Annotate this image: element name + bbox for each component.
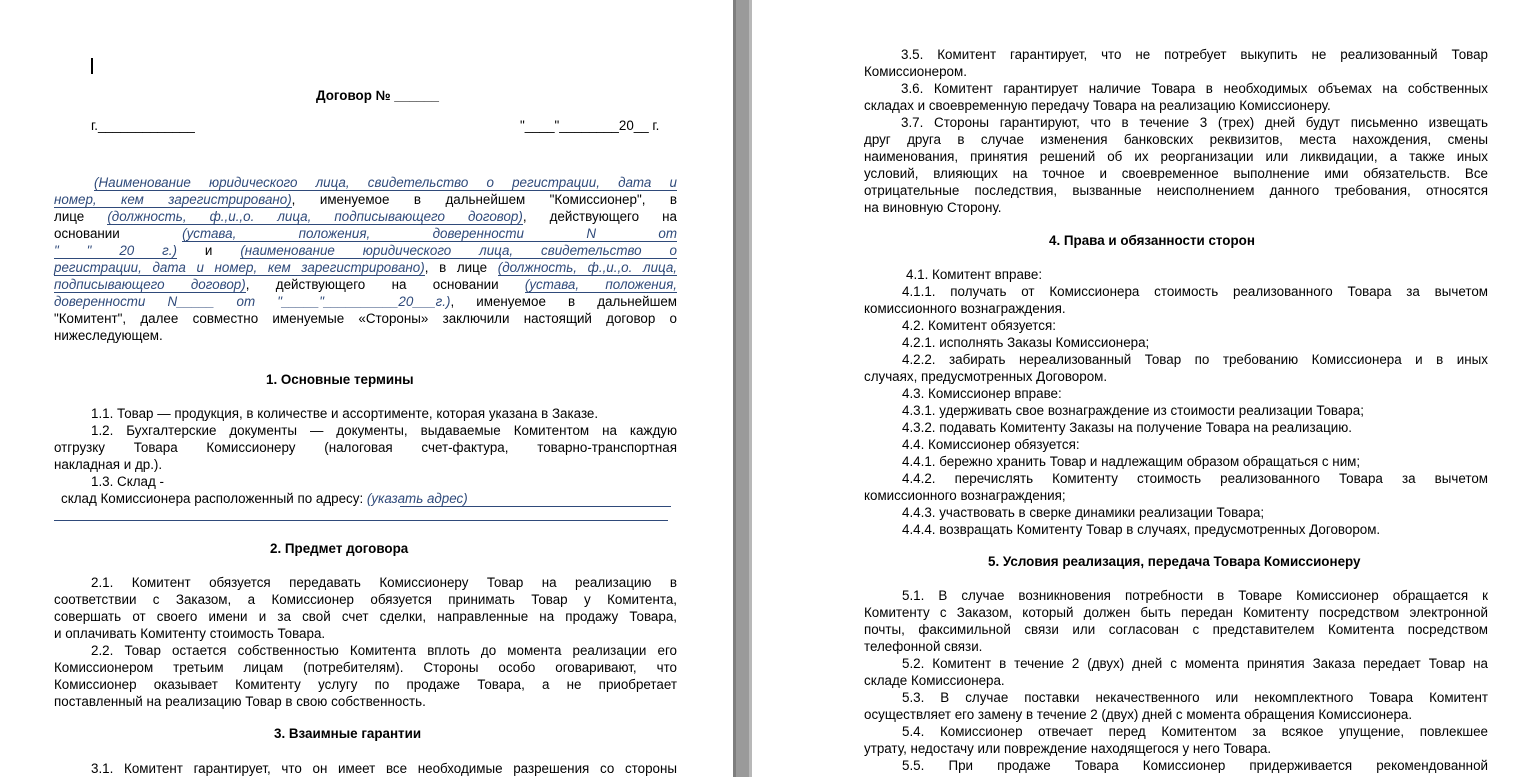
s5-line-9: 5.4. Комиссионер отвечает перед Комитентом за всякое упущение, повлекшее xyxy=(902,724,1488,739)
s2-line-6: Комиссионером третьим лицам (потребителям). Стороны особо оговаривают, что xyxy=(54,660,677,675)
s4-line-5: 4.2.1. исполнять Заказы Комиссионера; xyxy=(902,335,1150,350)
s3c-line-10: на виновную Сторону. xyxy=(864,200,1002,215)
s3c-line-6: друг друга в случае изменения банковских реквизитов, места нахождения, смены xyxy=(864,132,1488,147)
address-placeholder: (указать адрес) xyxy=(366,491,468,506)
s4-line-7: случаях, предусмотренных Договором. xyxy=(864,369,1108,384)
s4-line-4: 4.2. Комитент обязуется: xyxy=(902,318,1056,333)
s4-line-14: комиссионного вознаграждения; xyxy=(864,488,1066,503)
s3c-line-7: наименования, принятия решений об их реорганизации или ликвидации, а также иных xyxy=(864,149,1488,164)
s4-line-2: 4.1.1. получать от Комиссионера стоимость реализованного Товара за вычетом xyxy=(902,284,1488,299)
section-2-title: 2. Предмет договора xyxy=(270,541,409,556)
s4-line-12: 4.4.1. бережно хранить Товар и надлежащим образом обращаться с ним; xyxy=(902,454,1361,469)
preamble-line-9: "Комитент", далее совместно именуемые «Стороны» заключили настоящий договор о xyxy=(54,311,677,326)
section-4-title: 4. Права и обязанности сторон xyxy=(1049,233,1255,248)
s3c-line-2: Комиссионером. xyxy=(864,64,967,79)
s5-line-7: 5.3. В случае поставки некачественного или некомплектного Товара Комитент xyxy=(902,690,1488,705)
s3-line-1: 3.1. Комитент гарантирует, что он имеет все необходимые разрешения со стороны xyxy=(91,761,677,776)
s5-line-11: 5.5. При продаже Товара Комиссионер придерживается рекомендованной xyxy=(902,758,1488,773)
s3c-line-3: 3.6. Комитент гарантирует наличие Товара в необходимых объемах на собственных xyxy=(901,81,1488,96)
s3c-line-9: отрицательные последствия, вызванные неисполнением данного требования, относятся xyxy=(864,183,1488,198)
s1-line-4: накладная и др.). xyxy=(54,457,163,472)
s4-line-16: 4.4.4. возвращать Комитенту Товар в случаях, предусмотренных Договором. xyxy=(902,522,1381,537)
section-1-title: 1. Основные термины xyxy=(266,372,414,387)
s1-line-1: 1.1. Товар — продукция, в количестве и ассортименте, которая указана в Заказе. xyxy=(91,406,599,421)
preamble-line-6: регистрации, дата и номер, кем зарегистрировано), в лице (должность, ф.,и.,о. лица, xyxy=(54,260,677,275)
s5-line-3: почты, факсимильной связи или согласован с представителем Комитента посредством xyxy=(864,622,1488,637)
preamble-line-10: нижеследующем. xyxy=(54,328,163,343)
document-page-right[interactable] xyxy=(752,0,1520,777)
s1-line-6: склад Комиссионера расположенный по адресу: (указать адрес) xyxy=(61,491,468,506)
s5-line-2: Комитенту с Заказом, который должен быть передан Комитенту посредством электронной xyxy=(864,605,1488,620)
text-cursor xyxy=(91,58,93,74)
s4-line-9: 4.3.1. удерживать свое вознаграждение из стоимости реализации Товара; xyxy=(902,403,1364,418)
date-field: "____"________20__ г. xyxy=(520,118,660,133)
s5-line-6: складе Комиссионера. xyxy=(864,673,1005,688)
s2-line-1: 2.1. Комитент обязуется передавать Комиссионеру Товар на реализацию в xyxy=(91,575,677,590)
s5-line-8: осуществляет его замену в течение 2 (двух) дней с момента обращения Комиссионера. xyxy=(864,707,1413,722)
s3c-line-4: складах и своевременную передачу Товара на реализацию Комиссионеру. xyxy=(864,98,1331,113)
s1-line-5: 1.3. Склад - xyxy=(91,474,164,489)
s4-line-3: комиссионного вознаграждения. xyxy=(864,301,1066,316)
s3c-line-5: 3.7. Стороны гарантируют, что в течение 3 (трех) дней будут письменно извещать xyxy=(901,115,1488,130)
address-underline xyxy=(400,506,671,507)
section-5-title: 5. Условия реализация, передача Товара Комиссионеру xyxy=(988,554,1361,569)
s2-line-7: Комиссионер оказывает Комитенту услугу по продаже Товара, а не приобретает xyxy=(54,677,677,692)
s4-line-10: 4.3.2. подавать Комитенту Заказы на получение Товара на реализацию. xyxy=(902,420,1353,435)
s2-line-2: соответствии с Заказом, а Комиссионер обязуется принимать Товар у Комитента, xyxy=(54,592,677,607)
preamble-line-3: лице (должность, ф.,и.,о. лица, подписывающего договор), действующего на xyxy=(54,209,678,224)
s5-line-4: телефонной связи. xyxy=(864,639,983,654)
contract-title: Договор № ______ xyxy=(316,88,439,103)
s5-line-5: 5.2. Комитент в течение 2 (двух) дней с момента принятия Заказа передает Товар на xyxy=(902,656,1488,671)
city-field: г._____________ xyxy=(91,118,195,133)
s1-line-2: 1.2. Бухгалтерские документы — документы, выдаваемые Комитентом на каждую xyxy=(91,423,677,438)
s4-line-13: 4.4.2. перечислять Комитенту стоимость реализованного Товара за вычетом xyxy=(902,471,1488,486)
preamble-line-1: (Наименование юридического лица, свидетельство о регистрации, дата и xyxy=(94,175,677,190)
s3c-line-8: условий, влияющих на точное и своевременное выполнение ими обязательств. Все xyxy=(864,166,1488,181)
preamble-line-2: номер, кем зарегистрировано), именуемое в дальнейшем "Комиссионер", в xyxy=(54,192,677,207)
s4-line-1: 4.1. Комитент вправе: xyxy=(906,267,1043,282)
s4-line-6: 4.2.2. забирать нереализованный Товар по требованию Комиссионера и в иных xyxy=(902,352,1488,367)
preamble-line-5: " " 20 г.) и (наименование юридического лица, свидетельство о xyxy=(54,243,677,258)
preamble-line-8: доверенности N_____ от "_____"__________20___г.), именуемое в дальнейшем xyxy=(54,294,677,309)
s2-line-5: 2.2. Товар остается собственностью Комитента вплоть до момента реализации его xyxy=(91,643,677,658)
address-underline-2 xyxy=(54,520,668,521)
section-3-title: 3. Взаимные гарантии xyxy=(274,726,422,741)
preamble-line-7: подписывающего договор), действующего на основании (устава, положения, xyxy=(54,277,677,292)
s3c-line-1: 3.5. Комитент гарантирует, что не потребует выкупить не реализованный Товар xyxy=(901,47,1488,62)
document-page-left[interactable] xyxy=(0,0,733,777)
s4-line-8: 4.3. Комиссионер вправе: xyxy=(902,386,1062,401)
s5-line-10: утрату, недостачу или повреждение находящегося у него Товара. xyxy=(864,741,1272,756)
s4-line-15: 4.4.3. участвовать в сверке динамики реализации Товара; xyxy=(902,505,1265,520)
s4-line-11: 4.4. Комиссионер обязуется: xyxy=(902,437,1080,452)
s2-line-3: совершать от своего имени и за свой счет сделки, направленные на продажу Товара, xyxy=(54,609,677,624)
s2-line-8: поставленный на реализацию Товар в свою собственность. xyxy=(54,694,426,709)
s1-line-3: отгрузку Товара Комиссионеру (налоговая счет-фактура, товарно-транспортная xyxy=(54,440,677,455)
preamble-line-4: основании (устава, положения, доверенности N от xyxy=(54,226,677,241)
s2-line-4: и оплачивать Комитенту стоимость Товара. xyxy=(54,626,326,641)
s5-line-1: 5.1. В случае возникновения потребности в Товаре Комиссионер обращается к xyxy=(902,588,1488,603)
page-gap xyxy=(733,0,752,777)
